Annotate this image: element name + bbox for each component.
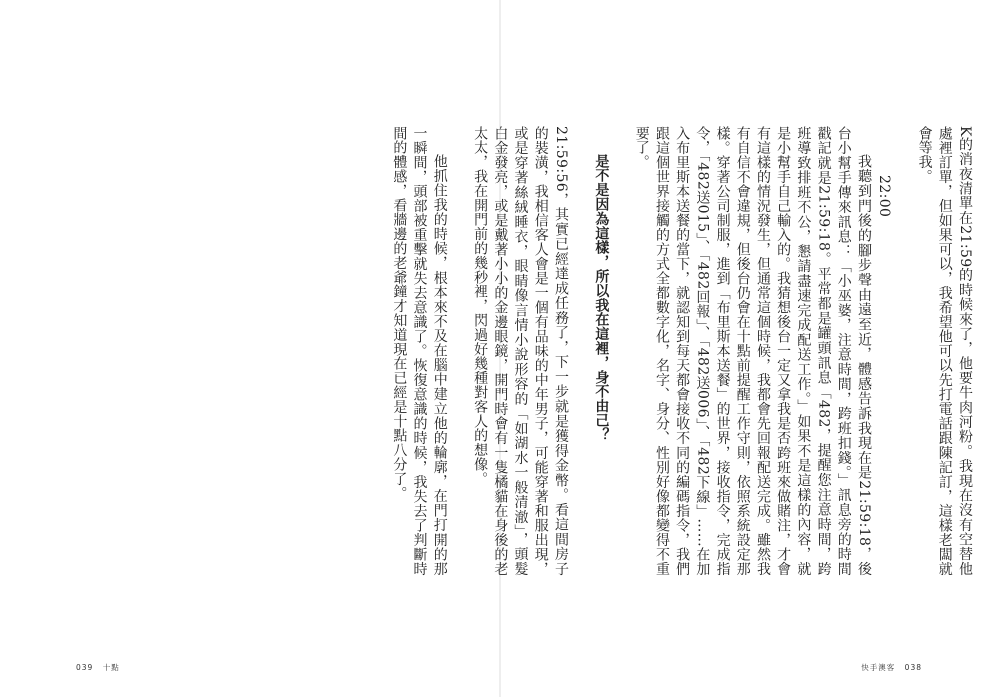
time-heading: 22:00	[876, 175, 893, 218]
right-page	[391, 0, 1000, 697]
paragraph-footsteps: 我聽到門後的腳步聲由遠至近，體感告訴我現在是21:59:18，後台小幫手傳來訊息：「小巫婆，注意時間，跨班扣錢。」訊息旁的時間戳記就是21:59:18。平常都是罐頭訊息「482，提醒您注意時間，跨班導致排班不公，懇請盡速完成配送工作。」如果不是這樣的內容，就是小幫手自己輸入的。我猜想後台一定又拿我是否跨班來做賭注，才會有這樣的情況發生，但通常這個時候，我都會先回報配送完成。雖然我有自信不會違規，但後台仍會在十點前提醒工作守則，依照系統設定那樣。穿著公司制服，進到「布里斯本送餐」的世界，接收指令，完成指令，「482送015」、「482回報」、「482送006」、「482下線」……在加入布里斯本送餐的當下，就認知到每天都會接收不同的編碼指令，我們跟這個世界接觸的方式全都數字化，名字、身分、性別好像都變得不重要了。	[633, 126, 872, 576]
blank-line	[894, 126, 914, 576]
book-title: 快手澳客	[861, 663, 896, 672]
blank-line	[450, 126, 470, 576]
paragraph-mission: 21:59:56，其實已經達成任務了，下一步就是獲得金幣。看這間房子的裝潢，我相信客人會是一個有品味的中年男子，可能穿著和服出現，或是穿著絲絨睡衣，眼睛像言情小說形容的「如湖水一般清澈」，頭髮白金發亮，或是戴著小小的金邊眼鏡，開門時會有一隻橘貓在身後的老太太，我在開門前的幾秒裡，閃過好幾種對客人的想像。	[472, 126, 569, 576]
left-page-footer	[76, 662, 120, 673]
blank-line	[611, 126, 631, 576]
paragraph-question: 是不是因為這樣，所以我在這裡，身不由己？	[593, 154, 610, 442]
blank-line	[571, 126, 591, 576]
page-number: 039	[76, 663, 94, 672]
paragraph-k-order: K的消夜清單在21:59的時候來了，他要牛肉河粉。我現在沒有空替他處裡訂單，但如果可以，我希望他可以先打電話跟陳記訂，這樣老闆就會等我。	[916, 126, 973, 576]
right-page-body	[391, 126, 975, 576]
page-number: 038	[904, 663, 922, 672]
right-page-footer	[861, 662, 922, 673]
paragraph-attack: 他抓住我的時候，根本來不及在腦中建立他的輪廓，在門打開的那一瞬間，頭部被重擊就失去意識了。恢復意識的時候，我失去了判斷時間的體感，看牆邊的老爺鐘才知道現在已經是十點八分了。	[391, 126, 448, 576]
chapter-title: 十點	[102, 663, 120, 672]
